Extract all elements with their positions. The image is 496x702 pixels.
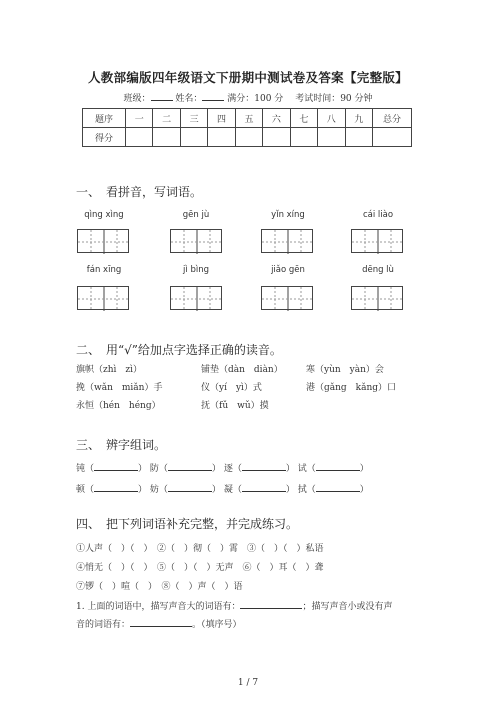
answer-blank[interactable] bbox=[168, 461, 212, 471]
section-3-heading: 三、 辨字组词。 bbox=[76, 438, 167, 452]
paren: ） bbox=[138, 464, 148, 474]
char-label: 逐（ bbox=[223, 464, 242, 474]
full-score: 满分：100 分 bbox=[227, 94, 284, 104]
exam-info-line bbox=[0, 91, 496, 104]
paren: ） bbox=[359, 464, 369, 474]
pinyin-label: yǐn xíng bbox=[271, 210, 305, 220]
answer-blank[interactable] bbox=[240, 599, 302, 609]
paren: ） bbox=[211, 485, 221, 495]
exam-time: 考试时间：90 分钟 bbox=[295, 94, 373, 104]
paren: ） bbox=[285, 464, 295, 474]
question-line bbox=[76, 599, 392, 612]
score-cell[interactable] bbox=[373, 128, 412, 147]
pinyin-label: fán xīng bbox=[86, 265, 122, 275]
table-cell: 六 bbox=[263, 109, 290, 128]
answer-blank[interactable] bbox=[242, 482, 286, 492]
document-title: 人教部编版四年级语文下册期中测试卷及答案【完整版】 bbox=[87, 70, 408, 85]
pinyin-label: gēn jù bbox=[182, 210, 210, 220]
score-table-header-row bbox=[83, 109, 412, 128]
reading-item: 抚（fǔ wǔ）摸 bbox=[201, 401, 269, 411]
char-label: 顿（ bbox=[76, 485, 95, 495]
score-cell[interactable] bbox=[263, 128, 290, 147]
score-cell[interactable] bbox=[208, 128, 235, 147]
section-2-heading: 二、 用“√”给加点字选择正确的读音。 bbox=[76, 343, 282, 357]
idiom-line: ⑦锣（ ）喧（ ） ⑧（ ）声（ ）语 bbox=[76, 582, 243, 592]
pinyin-label: dēng lù bbox=[362, 265, 394, 275]
pinyin-label: qìng xìng bbox=[84, 210, 124, 220]
score-cell[interactable] bbox=[180, 128, 207, 147]
question-line bbox=[76, 617, 242, 630]
word-group-row bbox=[76, 461, 369, 474]
writing-grid[interactable] bbox=[170, 229, 222, 253]
table-cell: 八 bbox=[318, 109, 345, 128]
section-1-heading: 一、 看拼音，写词语。 bbox=[76, 185, 203, 199]
table-cell: 一 bbox=[126, 109, 153, 128]
answer-blank[interactable] bbox=[94, 461, 138, 471]
answer-blank[interactable] bbox=[130, 617, 192, 627]
score-cell[interactable] bbox=[290, 128, 317, 147]
score-table bbox=[82, 108, 412, 147]
writing-grid[interactable] bbox=[77, 286, 129, 310]
idiom-line: ①人声（ ）（ ） ②（ ）彻（ ）霄 ③（ ）（ ）私语 bbox=[76, 544, 324, 554]
table-cell: 二 bbox=[153, 109, 180, 128]
score-cell[interactable] bbox=[126, 128, 153, 147]
paren: ） bbox=[285, 485, 295, 495]
reading-item: 港（gǎng kǎng）口 bbox=[306, 383, 397, 393]
reading-item: 仪（yí yì）式 bbox=[201, 383, 262, 393]
table-cell: 五 bbox=[235, 109, 262, 128]
table-cell: 七 bbox=[290, 109, 317, 128]
pinyin-label: cái liào bbox=[362, 210, 394, 220]
score-cell[interactable] bbox=[235, 128, 262, 147]
writing-grid[interactable] bbox=[351, 286, 403, 310]
answer-blank[interactable] bbox=[168, 482, 212, 492]
page-number: 1 / 7 bbox=[237, 678, 259, 688]
idiom-line: ④悄无（ ）（ ） ⑤（ ）（ ）无声 ⑥（ ）耳（ ）聋 bbox=[76, 563, 324, 573]
question-text: ；描写声音小或没有声 bbox=[302, 602, 393, 612]
answer-blank[interactable] bbox=[94, 482, 138, 492]
answer-blank[interactable] bbox=[316, 482, 360, 492]
table-cell: 四 bbox=[208, 109, 235, 128]
writing-grid[interactable] bbox=[77, 229, 129, 253]
char-label: 钝（ bbox=[76, 464, 95, 474]
reading-item: 铺垫（dàn diàn） bbox=[201, 365, 283, 375]
pinyin-label: jiǎo gēn bbox=[271, 265, 305, 275]
paren: ） bbox=[211, 464, 221, 474]
table-cell: 总分 bbox=[373, 109, 412, 128]
char-label: 凝（ bbox=[223, 485, 242, 495]
table-cell: 三 bbox=[180, 109, 207, 128]
table-cell: 九 bbox=[345, 109, 373, 128]
char-label: 妨（ bbox=[149, 485, 168, 495]
answer-blank[interactable] bbox=[242, 461, 286, 471]
table-cell: 题序 bbox=[83, 109, 126, 128]
question-text: 音的词语有： bbox=[76, 620, 131, 630]
pinyin-label: jì bìng bbox=[183, 265, 209, 275]
score-cell[interactable] bbox=[345, 128, 373, 147]
writing-grid[interactable] bbox=[170, 286, 222, 310]
table-cell: 得分 bbox=[83, 128, 126, 147]
name-label: 姓名： bbox=[175, 94, 203, 104]
reading-item: 寒（yùn yàn）会 bbox=[306, 365, 384, 375]
reading-item: 挽（wǎn miǎn）手 bbox=[76, 383, 163, 393]
score-table-score-row bbox=[83, 128, 412, 147]
score-cell[interactable] bbox=[153, 128, 180, 147]
reading-item: 永恒（hén héng） bbox=[76, 401, 161, 411]
answer-blank[interactable] bbox=[316, 461, 360, 471]
char-label: 防（ bbox=[149, 464, 168, 474]
paren: ） bbox=[359, 485, 369, 495]
word-group-row bbox=[76, 482, 369, 495]
char-label: 拭（ bbox=[297, 485, 316, 495]
char-label: 试（ bbox=[297, 464, 316, 474]
section-4-heading: 四、 把下列词语补充完整，并完成练习。 bbox=[76, 517, 299, 531]
writing-grid[interactable] bbox=[261, 286, 313, 310]
score-cell[interactable] bbox=[318, 128, 345, 147]
reading-item: 旗帜（zhì zì） bbox=[76, 365, 143, 375]
writing-grid[interactable] bbox=[261, 229, 313, 253]
class-label: 班级： bbox=[123, 94, 151, 104]
question-text: 1. 上面的词语中，描写声音大的词语有： bbox=[76, 602, 241, 612]
paren: ） bbox=[138, 485, 148, 495]
writing-grid[interactable] bbox=[351, 229, 403, 253]
question-text: 。（填序号） bbox=[192, 620, 242, 630]
